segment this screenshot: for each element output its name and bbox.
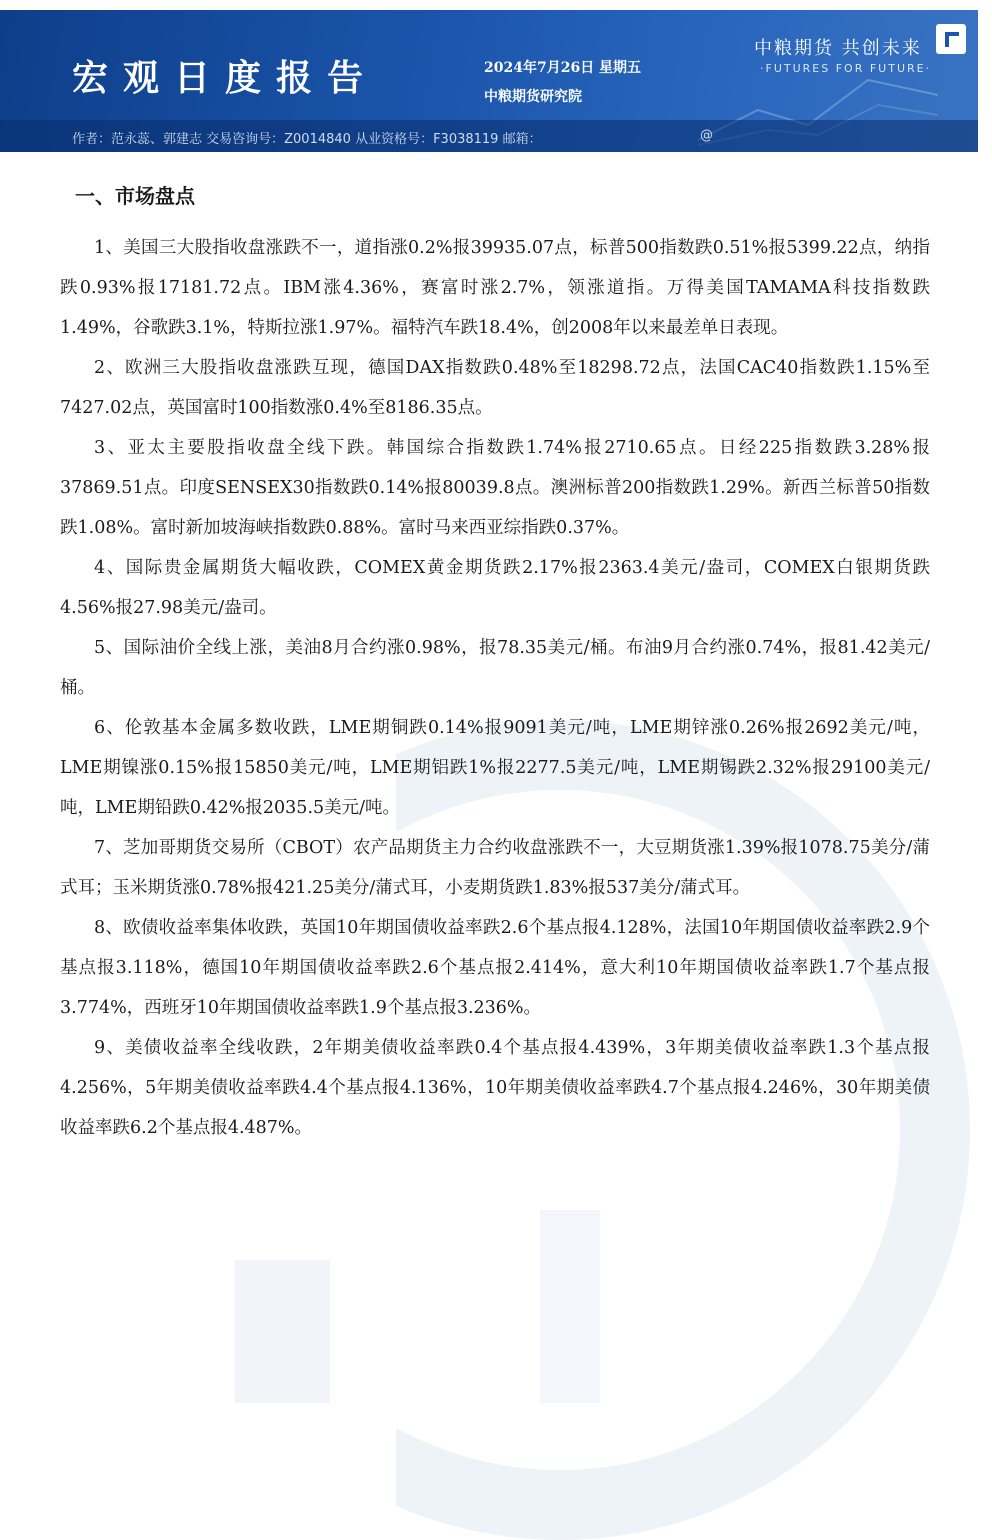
author-info: 作者：范永蕊、郭建志 交易咨询号：Z0014840 从业资格号：F3038119 邮箱： xyxy=(72,132,542,147)
report-body xyxy=(60,228,930,1148)
brand-slogan: ·FUTURES FOR FUTURE· xyxy=(760,62,932,75)
research-institute: 中粮期货研究院 xyxy=(484,89,582,105)
paragraph-euro-bonds: 8、欧债收益率集体收跌，英国10年期国债收益率跌2.6个基点报4.128%，法国10年期国债收益率跌2.9个基点报3.118%，德国10年期国债收益率跌2.6个基点报2.414%，意大利10年期国债收益率跌1.7个基点报3.774%，西班牙10年期国债收益率跌1.9个基点报3.236%。 xyxy=(60,918,930,1018)
email-at-sign: @ xyxy=(700,128,713,143)
section-heading: 一、市场盘点 xyxy=(75,184,195,208)
paragraph-us-treasuries: 9、美债收益率全线收跌，2年期美债收益率跌0.4个基点报4.439%，3年期美债收益率跌1.3个基点报4.256%，5年期美债收益率跌4.4个基点报4.136%，10年期美债收益率跌4.7个基点报4.246%，30年期美债收益率跌6.2个基点报4.487%。 xyxy=(60,1038,930,1138)
background-shape xyxy=(235,1260,330,1403)
paragraph-europe-stocks: 2、欧洲三大股指收盘涨跌互现，德国DAX指数跌0.48%至18298.72点，法国CAC40指数跌1.15%至7427.02点，英国富时100指数涨0.4%至8186.35点。 xyxy=(60,358,930,418)
brand-name: 中粮期货 共创未来 xyxy=(754,38,922,59)
paragraph-precious-metals: 4、国际贵金属期货大幅收跌，COMEX黄金期货跌2.17%报2363.4美元/盎司，COMEX白银期货跌4.56%报27.98美元/盎司。 xyxy=(60,558,930,618)
report-header xyxy=(0,10,978,152)
background-shape xyxy=(540,1210,600,1403)
paragraph-base-metals: 6、伦敦基本金属多数收跌，LME期铜跌0.14%报9091美元/吨，LME期锌涨0.26%报2692美元/吨，LME期镍涨0.15%报15850美元/吨，LME期铝跌1%报2277.5美元/吨，LME期锡跌2.32%报29100美元/吨，LME期铅跌0.42%报2035.5美元/吨。 xyxy=(60,718,930,818)
report-title: 宏观日度报告 xyxy=(72,57,379,99)
paragraph-cbot: 7、芝加哥期货交易所（CBOT）农产品期货主力合约收盘涨跌不一，大豆期货涨1.39%报1078.75美分/蒲式耳；玉米期货涨0.78%报421.25美分/蒲式耳，小麦期货跌1.83%报537美分/蒲式耳。 xyxy=(60,838,930,898)
report-date: 2024年7月26日 星期五 xyxy=(484,60,642,76)
author-bar xyxy=(0,120,978,152)
paragraph-oil: 5、国际油价全线上涨，美油8月合约涨0.98%，报78.35美元/桶。布油9月合约涨0.74%，报81.42美元/桶。 xyxy=(60,638,930,698)
company-logo-icon xyxy=(936,24,966,54)
paragraph-asia-stocks: 3、亚太主要股指收盘全线下跌。韩国综合指数跌1.74%报2710.65点。日经225指数跌3.28%报37869.51点。印度SENSEX30指数跌0.14%报80039.8点。澳洲标普200指数跌1.29%。新西兰标普50指数跌1.08%。富时新加坡海峡指数跌0.88%。富时马来西亚综指跌0.37%。 xyxy=(60,438,930,538)
paragraph-us-stocks: 1、美国三大股指收盘涨跌不一，道指涨0.2%报39935.07点，标普500指数跌0.51%报5399.22点，纳指跌0.93%报17181.72点。IBM涨4.36%，赛富时涨2.7%，领涨道指。万得美国TAMAMA科技指数跌1.49%，谷歌跌3.1%，特斯拉涨1.97%。福特汽车跌18.4%，创2008年以来最差单日表现。 xyxy=(60,238,930,338)
